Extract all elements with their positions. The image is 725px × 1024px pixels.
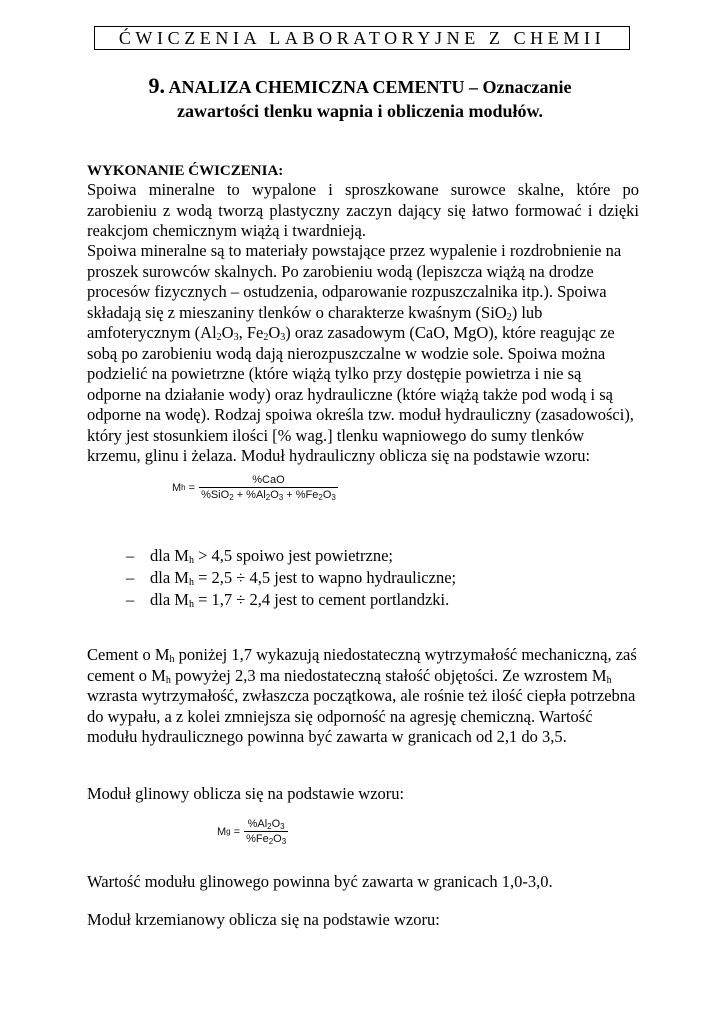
title-line-2: zawartości tlenku wapnia i obliczenia modułów. — [176, 101, 544, 121]
exercise-number: 9. — [148, 73, 165, 98]
paragraph-intro: Spoiwa mineralne to wypalone i sproszkowane surowce skalne, które po zarobieniu z wodą tworzą plastyczny zaczyn dający się łatwo formować i dzięki reakcjom chemicznym wiążą i twardnieją. — [87, 180, 639, 240]
hydraulic-modulus-list — [126, 545, 457, 611]
paragraph-binders: Spoiwa mineralne są to materiały powstające przez wypalenie i rozdrobnienie na proszek surowców skalnych. Po zarobieniu wodą (lepiszcza wiążą na drodze procesów fizycznych – ostudzenia, odparowanie rozpuszczalnika itp.). Spoiwa składają się z mieszaniny tlenków o charakterze kwaśnym (SiO$_2$) lub amfoterycznym ($Al_2O_3$, $Fe_2O_3$) oraz zasadowym (CaO, MgO), które reagując ze sobą po zarobieniu wodą dają nierozpuszczalne w wodzie sole. Spoiwa można podzielić na powietrzne (które wiążą tylko przy dostępie powietrza i nie są odporne na działanie wody) oraz hydrauliczne (które wiążą także pod wodą i są odporne na wodę). Rodzaj spoiwa określa tzw. moduł hydrauliczny (zasadowości), który jest stosunkiem ilości [% wag.] tlenku wapniowego do sumy tlenków krzemu, glinu i żelaza. Moduł hydrauliczny oblicza się na podstawie wzoru: — [87, 241, 634, 465]
list-item: – dla $M_h = 1,7 \div 2,4$ jest to cement portlandzki. — [126, 590, 450, 610]
paragraph-cement: Cement o $M_h$ poniżej 1,7 wykazują niedostateczną wytrzymałość mechaniczną, zaś cement o $M_h$ powyżej 2,3 ma niedostateczną stałość objętości. Ze wzrostem $M_h$ wzrasta wytrzymałość, zwłaszcza początkowa, ale rośnie też ilość ciepła potrzebna do wypału, a z kolei zmniejsza się odporność na agresję chemiczną. Wartość modułu hydraulicznego powinna być zawarta w granicach od 2,1 do 3,5. — [87, 645, 637, 746]
document-header: ĆWICZENIA LABORATORYJNE Z CHEMII — [94, 26, 630, 50]
paragraph-alumina-range: Wartość modułu glinowego powinna być zawarta w granicach 1,0-3,0. — [87, 872, 553, 891]
list-item: – dla $M_h > 4,5$ spoiwo jest powietrzne; — [126, 546, 393, 566]
hydraulic-modulus-formula: M h = $\frac{\text{\%CaO}}{\%SiO_2 + \%Al_2O_3 + \%Fe_2O_3}$ — [172, 474, 336, 502]
list-item: – dla $M_h = 2,5 \div 4,5$ jest to wapno hydrauliczne; — [126, 568, 457, 588]
exercise-title — [70, 74, 650, 123]
alumina-modulus-formula: M g = $\frac{\%Al_2O_3}{\%Fe_2O_3}$ — [217, 818, 287, 846]
section-heading: WYKONANIE ĆWICZENIA: — [87, 163, 284, 179]
paragraph-alumina-intro: Moduł glinowy oblicza się na podstawie wzoru: — [87, 784, 405, 803]
paragraph-silica-intro: Moduł krzemianowy oblicza się na podstawie wzoru: — [87, 910, 440, 929]
title-line-1: ANALIZA CHEMICZNA CEMENTU – Oznaczanie — [168, 77, 572, 97]
